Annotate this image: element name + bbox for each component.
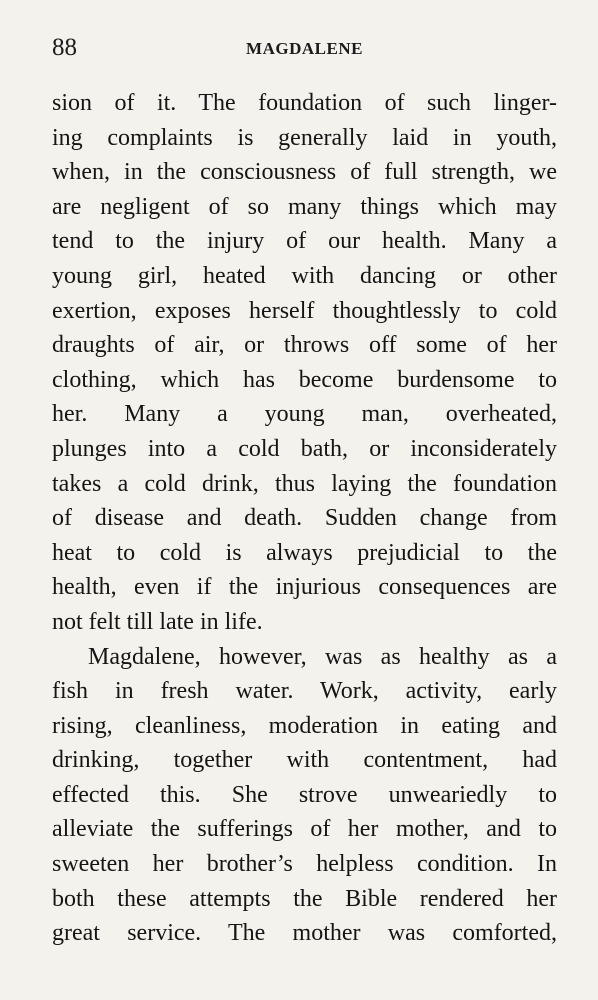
- text-line: rising, cleanliness, moderation in eating and: [52, 712, 557, 739]
- text-line: great service. The mother was comforted,: [52, 920, 557, 947]
- text-line: fish in fresh water. Work, activity, early: [52, 678, 557, 705]
- text-line: not felt till late in life.: [52, 608, 263, 635]
- text-line: sweeten her brother’s helpless condition. In: [52, 851, 557, 878]
- paragraph-first-line: Magdalene, however, was as healthy as a: [88, 643, 557, 670]
- body-text: [52, 86, 557, 951]
- text-line: are negligent of so many things which may: [52, 193, 557, 220]
- text-line: when, in the consciousness of full strength, we: [52, 159, 557, 186]
- text-line: plunges into a cold bath, or inconsiderately: [52, 435, 557, 462]
- text-line: heat to cold is always prejudicial to the: [52, 539, 557, 566]
- page-number: 88: [52, 34, 77, 61]
- text-line: alleviate the sufferings of her mother, and to: [52, 816, 557, 843]
- text-line: draughts of air, or throws off some of her: [52, 332, 557, 359]
- text-line: sion of it. The foundation of such linger-: [52, 90, 557, 116]
- text-line: her. Many a young man, overheated,: [52, 401, 557, 428]
- text-line: both these attempts the Bible rendered her: [52, 885, 557, 912]
- text-line: young girl, heated with dancing or other: [52, 262, 557, 289]
- text-line: effected this. She strove unweariedly to: [52, 781, 557, 808]
- text-line: health, even if the injurious consequences are: [52, 574, 557, 601]
- text-line: takes a cold drink, thus laying the foundation: [52, 470, 557, 497]
- text-line: clothing, which has become burdensome to: [52, 366, 557, 393]
- text-line: drinking, together with contentment, had: [52, 747, 557, 774]
- text-line: exertion, exposes herself thoughtlessly to cold: [52, 297, 557, 324]
- text-line: tend to the injury of our health. Many a: [52, 228, 557, 255]
- running-title: MAGDALENE: [246, 39, 363, 58]
- text-line: ing complaints is generally laid in youth,: [52, 124, 557, 151]
- page-header: [52, 34, 557, 64]
- text-line: of disease and death. Sudden change from: [52, 505, 557, 532]
